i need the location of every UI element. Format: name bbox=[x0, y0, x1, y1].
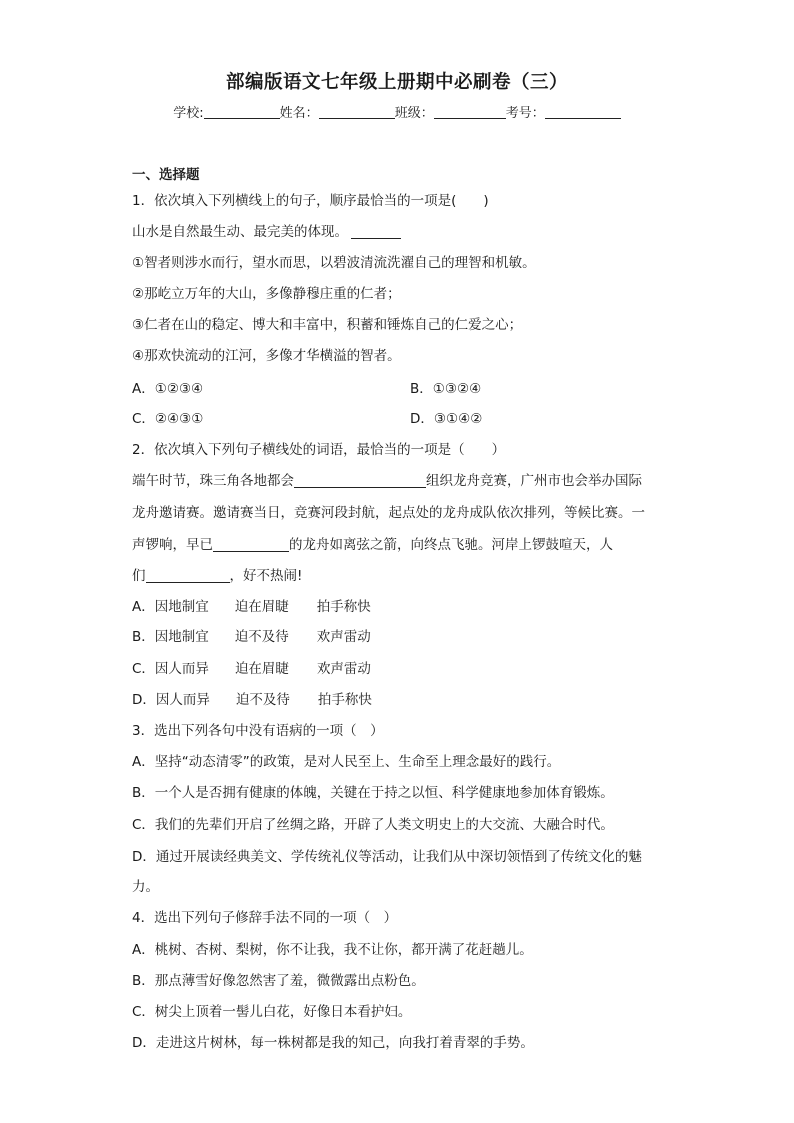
q1-option-c[interactable]: C．②④③① bbox=[132, 411, 204, 427]
q2-text-1b: 组织龙舟竞赛，广州市也会举办国际 bbox=[426, 473, 642, 489]
q2-blank-3 bbox=[146, 568, 230, 583]
name-label: 姓名： bbox=[279, 106, 319, 121]
exam-number-blank[interactable] bbox=[545, 106, 621, 119]
q2-passage-line-4 bbox=[132, 567, 302, 585]
q1-item-4: ④那欢快流动的江河，多像才华横溢的智者。 bbox=[132, 348, 401, 364]
q2-text-3a: 声锣响，早已 bbox=[132, 537, 213, 553]
q2-text-4b: ，好不热闹! bbox=[229, 568, 303, 584]
exam-title: 部编版语文七年级上册期中必刷卷（三） bbox=[225, 72, 568, 93]
q2-a-word-1: A．因地制宜 bbox=[132, 599, 209, 615]
q4-option-d[interactable]: D．走进这片树林，每一株树都是我的知己，向我打着青翠的手势。 bbox=[132, 1035, 534, 1051]
q1-item-2: ②那屹立万年的大山，多像静穆庄重的仁者； bbox=[132, 286, 401, 302]
q2-blank-2 bbox=[213, 537, 289, 552]
q2-b-word-2: 迫不及待 bbox=[234, 629, 289, 645]
q2-option-d[interactable] bbox=[132, 691, 372, 709]
q2-passage-line-3 bbox=[132, 536, 613, 554]
q3-option-d-cont: 力。 bbox=[132, 879, 159, 895]
q1-option-d[interactable]: D．③①④② bbox=[410, 411, 483, 427]
q3-stem: 3．选出下列各句中没有语病的一项（ ） bbox=[132, 723, 384, 739]
school-label: 学校: bbox=[173, 106, 204, 121]
q3-option-d[interactable]: D．通过开展读经典美文、学传统礼仪等活动，让我们从中深切领悟到了传统文化的魅 bbox=[132, 849, 642, 865]
q2-stem: 2．依次填入下列句子横线处的词语，最恰当的一项是（ ） bbox=[132, 442, 506, 458]
q2-c-word-2: 迫在眉睫 bbox=[234, 661, 289, 677]
q2-blank-1 bbox=[294, 473, 426, 488]
q1-option-a[interactable]: A．①②③④ bbox=[132, 381, 204, 397]
q2-passage-line-1 bbox=[132, 472, 642, 490]
q2-option-c[interactable] bbox=[132, 660, 371, 678]
q3-option-b[interactable]: B．一个人是否拥有健康的体魄，关键在于持之以恒、科学健康地参加体育锻炼。 bbox=[132, 785, 614, 801]
q4-option-a[interactable]: A．桃树、杏树、梨树，你不让我，我不让你，都开满了花赶趟儿。 bbox=[132, 942, 533, 958]
q3-option-c[interactable]: C．我们的先辈们开启了丝绸之路，开辟了人类文明史上的大交流、大融合时代。 bbox=[132, 817, 614, 833]
q3-option-a[interactable]: A．坚持“动态清零”的政策，是对人民至上、生命至上理念最好的践行。 bbox=[132, 754, 561, 770]
q1-option-b[interactable]: B．①③②④ bbox=[410, 381, 482, 397]
q2-d-word-1: D．因人而异 bbox=[132, 692, 210, 708]
q2-passage-line-2: 龙舟邀请赛。邀请赛当日，竞赛河段封航，起点处的龙舟成队依次排列，等候比赛。一 bbox=[132, 505, 645, 521]
class-blank[interactable] bbox=[434, 106, 506, 119]
q1-lead bbox=[132, 223, 401, 241]
q1-lead-text: 山水是自然最生动、最完美的体现。 bbox=[132, 224, 348, 240]
name-blank[interactable] bbox=[319, 106, 395, 119]
q2-b-word-1: B．因地制宜 bbox=[132, 629, 209, 645]
student-info-row bbox=[0, 102, 794, 121]
q1-stem: 1．依次填入下列横线上的句子，顺序最恰当的一项是( ) bbox=[132, 193, 489, 209]
q2-b-word-3: 欢声雷动 bbox=[316, 629, 371, 645]
q2-text-4a: 们 bbox=[132, 568, 146, 584]
q2-a-word-3: 拍手称快 bbox=[316, 599, 371, 615]
q1-item-3: ③仁者在山的稳定、博大和丰富中，积蓄和锤炼自己的仁爱之心； bbox=[132, 317, 523, 333]
q2-text-1a: 端午时节，珠三角各地都会 bbox=[132, 473, 294, 489]
school-blank[interactable] bbox=[204, 106, 280, 119]
exam-number-label: 考号： bbox=[505, 106, 545, 121]
class-label: 班级： bbox=[394, 106, 434, 121]
q2-c-word-3: 欢声雷动 bbox=[316, 661, 371, 677]
section-heading: 一、选择题 bbox=[132, 167, 200, 183]
q4-option-b[interactable]: B．那点薄雪好像忽然害了羞，微微露出点粉色。 bbox=[132, 973, 425, 989]
q4-option-c[interactable]: C．树尖上顶着一髻儿白花，好像日本看护妇。 bbox=[132, 1004, 412, 1020]
q1-answer-blank bbox=[351, 224, 401, 239]
q2-d-word-2: 迫不及待 bbox=[235, 692, 290, 708]
q1-item-1: ①智者则涉水而行，望水而思，以碧波清流洗濯自己的理智和机敏。 bbox=[132, 255, 536, 271]
q4-stem: 4．选出下列句子修辞手法不同的一项（ ） bbox=[132, 910, 398, 926]
q2-c-word-1: C．因人而异 bbox=[132, 661, 209, 677]
q2-option-b[interactable] bbox=[132, 628, 371, 646]
q2-a-word-2: 迫在眉睫 bbox=[234, 599, 289, 615]
q2-text-3b: 的龙舟如离弦之箭，向终点飞驰。河岸上锣鼓喧天，人 bbox=[289, 537, 613, 553]
q2-d-word-3: 拍手称快 bbox=[317, 692, 372, 708]
q2-option-a[interactable] bbox=[132, 598, 371, 616]
